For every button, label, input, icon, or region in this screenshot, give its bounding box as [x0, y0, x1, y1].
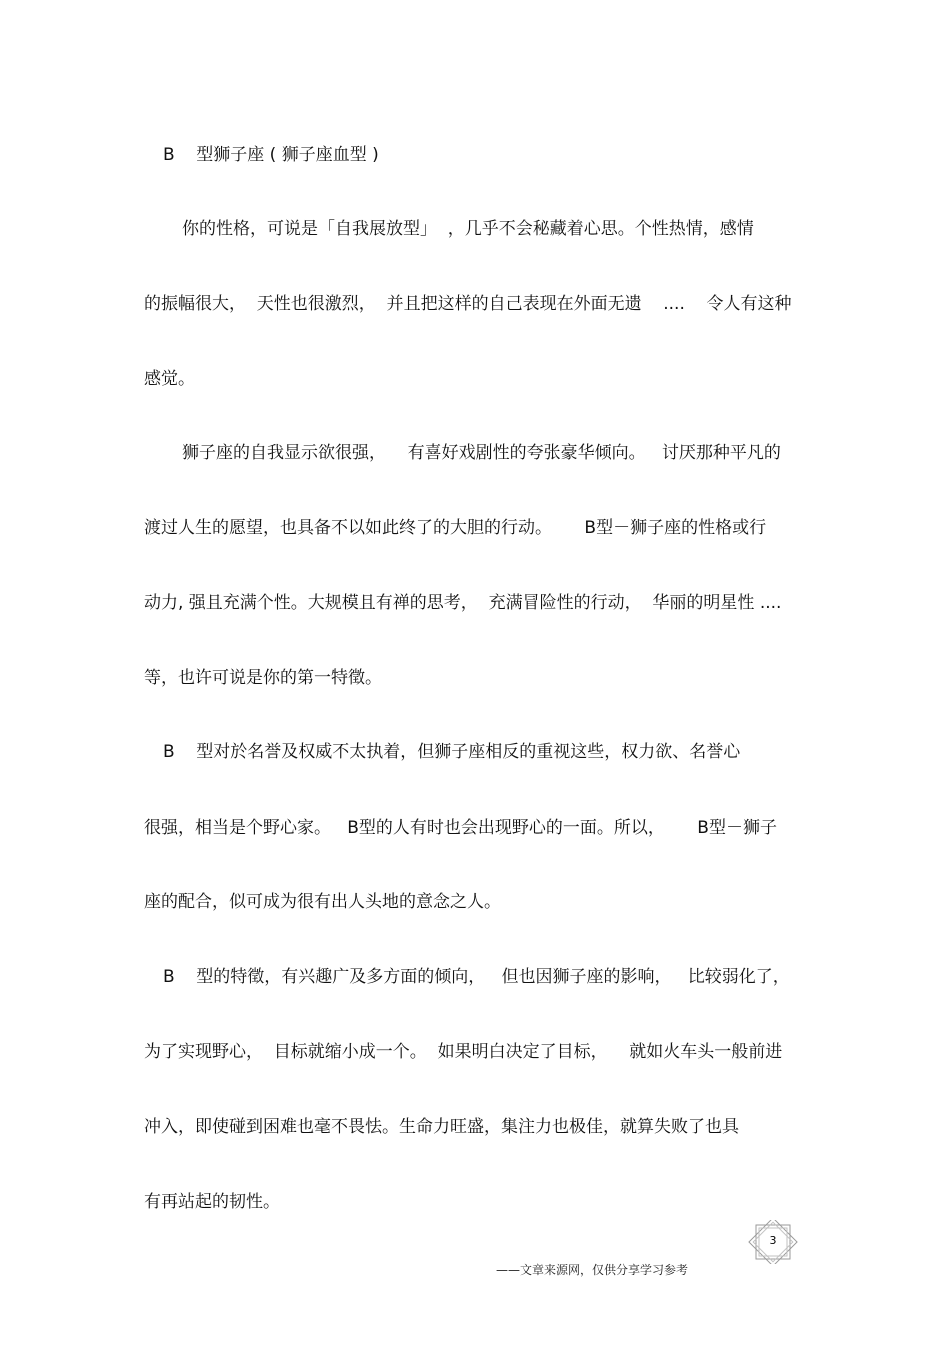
- text-line: 动力, 强且充满个性。大规模且有禅的思考， 充满冒险性的行动， 华丽的明星性 ....: [144, 593, 782, 613]
- text-line: 的振幅很大， 天性也很激烈， 并且把这样的自己表现在外面无遗 .... 令人有这种: [144, 294, 792, 314]
- text-line: 很强，相当是个野心家。 B型的人有时也会出现野心的一面。所以， B型－狮子: [144, 818, 777, 838]
- text-line: 等，也许可说是你的第一特徵。: [144, 668, 382, 688]
- page-number: 3: [769, 1234, 777, 1247]
- text-line: 感觉。: [144, 369, 195, 389]
- section-heading: B 型狮子座 ( 狮子座血型 ): [163, 145, 379, 165]
- text-line: B 型的特徵，有兴趣广及多方面的倾向， 但也因狮子座的影响， 比较弱化了，: [163, 967, 790, 987]
- footer-source-note: ——文章来源网，仅供分享学习参考: [496, 1263, 689, 1277]
- text-line: 有再站起的韧性。: [144, 1192, 280, 1212]
- text-line: B 型对於名誉及权威不太执着，但狮子座相反的重视这些，权力欲、名誉心: [163, 742, 741, 762]
- text-line: 狮子座的自我显示欲很强， 有喜好戏剧性的夸张豪华倾向。 讨厌那种平凡的: [182, 443, 781, 463]
- text-line: 为了实现野心， 目标就缩小成一个。 如果明白决定了目标， 就如火车头一般前进: [144, 1042, 783, 1062]
- text-line: 渡过人生的愿望，也具备不以如此终了的大胆的行动。 B型－狮子座的性格或行: [144, 518, 767, 538]
- text-line: 你的性格，可说是「自我展放型」 ，几乎不会秘藏着心思。个性热情，感情: [182, 219, 754, 239]
- text-line: 座的配合，似可成为很有出人头地的意念之人。: [144, 892, 501, 912]
- page-number-badge: [748, 1220, 798, 1264]
- text-line: 冲入，即使碰到困难也毫不畏怯。生命力旺盛，集注力也极佳，就算失败了也具: [144, 1117, 739, 1137]
